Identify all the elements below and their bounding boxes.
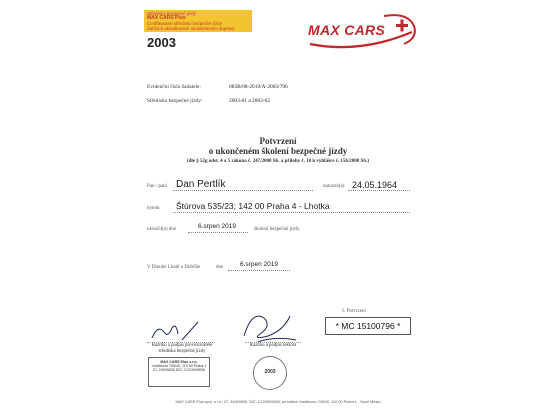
completed-label: ukončil(a) dne: [147, 227, 177, 232]
company-stamp: [148, 357, 210, 387]
stamp-line: Středisko bezpečné jízdy: [147, 11, 196, 16]
date-label: dne: [216, 265, 224, 270]
born-line: [348, 190, 410, 191]
completed-suffix: školení bezpečné jízdy.: [254, 227, 301, 232]
operator-signature-icon: [148, 318, 218, 344]
document-subtitle: (dle § 52g odst. 4 a 5 zákona č. 247/2000 Sb. a přílohy č. 10 k vyhlášce č. 156/2008 Sb.): [186, 159, 370, 164]
name-line: [173, 190, 313, 191]
center-stamp: [144, 10, 252, 32]
max-cars-logo: [300, 10, 420, 52]
completed-line: [188, 232, 248, 233]
stamp-line: Vodičkova 706/40, 110 00 Praha 1: [151, 364, 207, 369]
operator-sig-label-2: střediska bezpečné jízdy: [158, 349, 206, 354]
evidence-label: Evidenční číslo žadatele:: [147, 84, 201, 90]
company-footer: MAX CARS Plus spol. s r.o., IČ: 24009836, DIČ: CZ24009836, se sídlem Vodičkova 706/40, 110 00 Praha 1 - Nové Město: [175, 400, 381, 404]
born-label: narozen(a): [323, 184, 345, 189]
stamp-line: Zařízení akreditované ministerstvem dopravy: [147, 26, 235, 31]
address-value: Štúrova 535/23; 142 00 Praha 4 - Lhotka: [176, 201, 330, 211]
place-label: V Dlouhé Lhotě u Dobříše: [147, 265, 201, 270]
center-label: Středisko bezpečné jízdy:: [147, 98, 203, 104]
year-heading: 2003: [147, 35, 176, 50]
born-value: 24.05.1964: [352, 180, 398, 190]
cert-label: č. Potvrzení: [342, 309, 366, 314]
date-value: 6.srpen 2019: [240, 261, 278, 268]
address-line: [173, 212, 410, 213]
address-label: bytem: [147, 206, 160, 211]
evidence-value: 083B/08-2019/A-2003/796: [229, 84, 288, 90]
stamp-line: IČ: 24009836 DIČ: CZ24009836: [153, 368, 205, 373]
round-stamp: [253, 356, 287, 390]
name-label: Pan / paní: [147, 184, 167, 189]
lecturer-sig-label: Razítko a podpis lektora: [249, 343, 297, 348]
center-value: 2003-01 a 2003-02: [229, 98, 271, 104]
date-line: [228, 270, 290, 271]
name-value: Dan Pertlík: [176, 179, 226, 190]
lecturer-signature-icon: [238, 306, 302, 346]
stamp-line: MAX CARS Plus: [147, 15, 186, 21]
stamp-line: MAX CARS Plus s.r.o.: [160, 360, 198, 364]
stamp-line: Certifikované středisko bezpečné jízdy: [147, 21, 222, 26]
document-title: Potvrzení: [259, 136, 297, 146]
logo-text: MAX CARS: [308, 22, 386, 38]
completed-value: 6.srpen 2019: [198, 223, 236, 230]
cert-number-box: * MC 15100796 *: [325, 317, 411, 335]
operator-sig-label: Razítko a podpis provozovatele: [151, 343, 213, 348]
round-stamp-text: 2003: [264, 369, 276, 375]
document-title-line2: o ukončeném školení bezpečné jízdy: [208, 146, 348, 156]
